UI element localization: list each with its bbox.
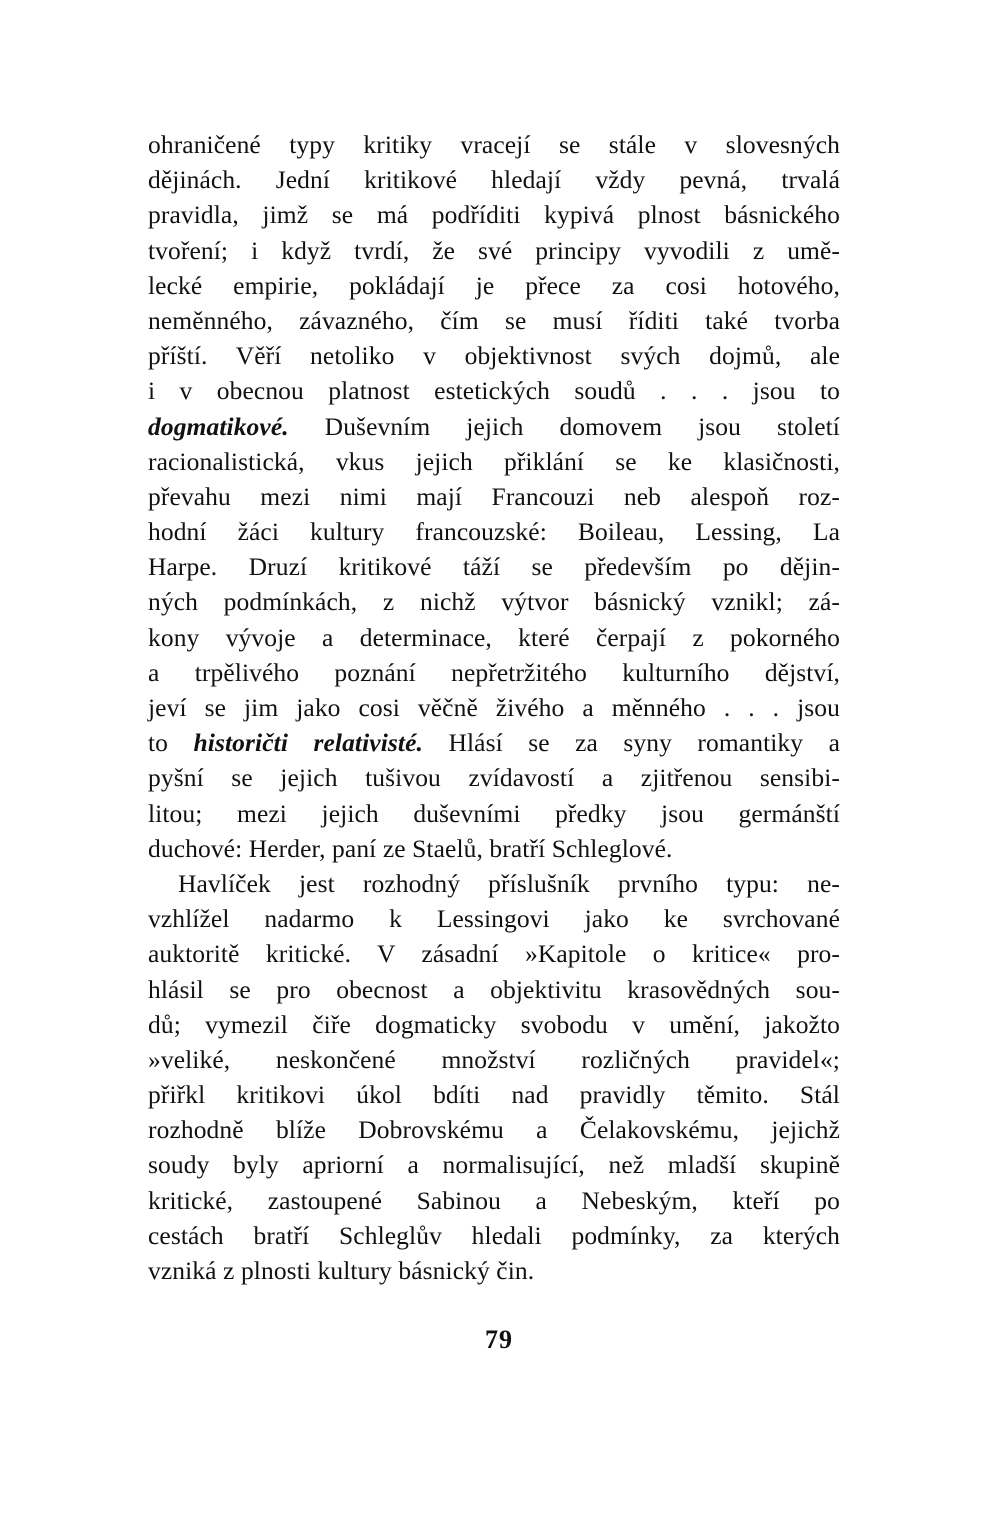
text-line: pravidla, jimž se má podříditi kypivá plnost básnického xyxy=(148,200,840,230)
text-line: i v obecnou platnost estetických soudů . . . jsou to xyxy=(148,376,840,406)
paragraph-2 xyxy=(148,866,840,1288)
text-line xyxy=(148,725,840,760)
text-line: Havlíček jest rozhodný příslušník prvního typu: ne- xyxy=(178,868,840,898)
text-line xyxy=(148,409,840,444)
text-line: příští. Věří netoliko v objektivnost svých dojmů, ale xyxy=(148,341,840,371)
text-run: Duševním jejich domovem jsou století xyxy=(288,411,840,441)
text-line: soudy byly apriorní a normalisující, než mladší skupině xyxy=(148,1150,840,1180)
text-line: rozhodně blíže Dobrovskému a Čelakovskému, jejichž xyxy=(148,1115,840,1145)
text-line: litou; mezi jejich duševními předky jsou germánští xyxy=(148,798,840,828)
emphasis-term: dogmatikové. xyxy=(148,411,289,441)
text-line: duchové: Herder, paní ze Staelů, bratří Schleglové. xyxy=(148,833,673,863)
text-line: kony vývoje a determinace, které čerpají z pokorného xyxy=(148,622,840,652)
text-line: auktoritě kritické. V zásadní »Kapitole o kritice« pro- xyxy=(148,939,840,969)
text-run: Hlásí se za syny romantiky a xyxy=(423,728,840,758)
text-line: neměnného, závazného, čím se musí říditi také tvorba xyxy=(148,305,840,335)
text-line: hodní žáci kultury francouzské: Boileau, Lessing, La xyxy=(148,517,840,547)
text-line: ných podmínkách, z nichž výtvor básnický vznikl; zá- xyxy=(148,587,840,617)
text-line: a trpělivého poznání nepřetržitého kulturního dějství, xyxy=(148,657,840,687)
text-line: racionalistická, vkus jejich přiklání se ke klasičnosti, xyxy=(148,446,840,476)
text-run: to xyxy=(148,728,194,758)
emphasis-term: historičti relativisté. xyxy=(193,728,424,758)
text-line: kritické, zastoupené Sabinou a Nebeským, kteří po xyxy=(148,1185,840,1215)
text-line: hlásil se pro obecnost a objektivitu krasovědných sou- xyxy=(148,974,840,1004)
text-line: ohraničené typy kritiky vracejí se stále v slovesných xyxy=(148,130,840,159)
text-line: jeví se jim jako cosi věčně živého a měnného . . . jsou xyxy=(148,693,840,722)
text-line: pyšní se jejich tušivou zvídavostí a zjitřenou sensibi- xyxy=(148,763,840,793)
text-line: dů; vymezil čiře dogmaticky svobodu v umění, jakožto xyxy=(148,1009,840,1039)
text-line: vzhlížel nadarmo k Lessingovi jako ke svrchované xyxy=(148,904,840,934)
text-line: přiřkl kritikovi úkol bdíti nad pravidly těmito. Stál xyxy=(148,1080,840,1110)
page-body xyxy=(148,127,840,1288)
text-line: převahu mezi nimi mají Francouzi neb alespoň roz- xyxy=(148,481,840,511)
text-line: cestách bratří Schleglův hledali podmínky, za kterých xyxy=(148,1220,840,1250)
paragraph-1 xyxy=(148,127,840,866)
text-line: dějinách. Jední kritikové hledají vždy pevná, trvalá xyxy=(148,165,840,195)
text-line: vzniká z plnosti kultury básnický čin. xyxy=(148,1256,535,1285)
text-line: tvoření; i když tvrdí, že své principy vyvodili z umě- xyxy=(148,235,840,265)
text-line: »veliké, neskončené množství rozličných pravidel«; xyxy=(148,1044,840,1074)
page-number: 79 xyxy=(485,1325,513,1354)
text-line: lecké empirie, pokládají je přece za cosi hotového, xyxy=(148,270,840,300)
text-line: Harpe. Druzí kritikové táží se především po dějin- xyxy=(148,552,840,582)
